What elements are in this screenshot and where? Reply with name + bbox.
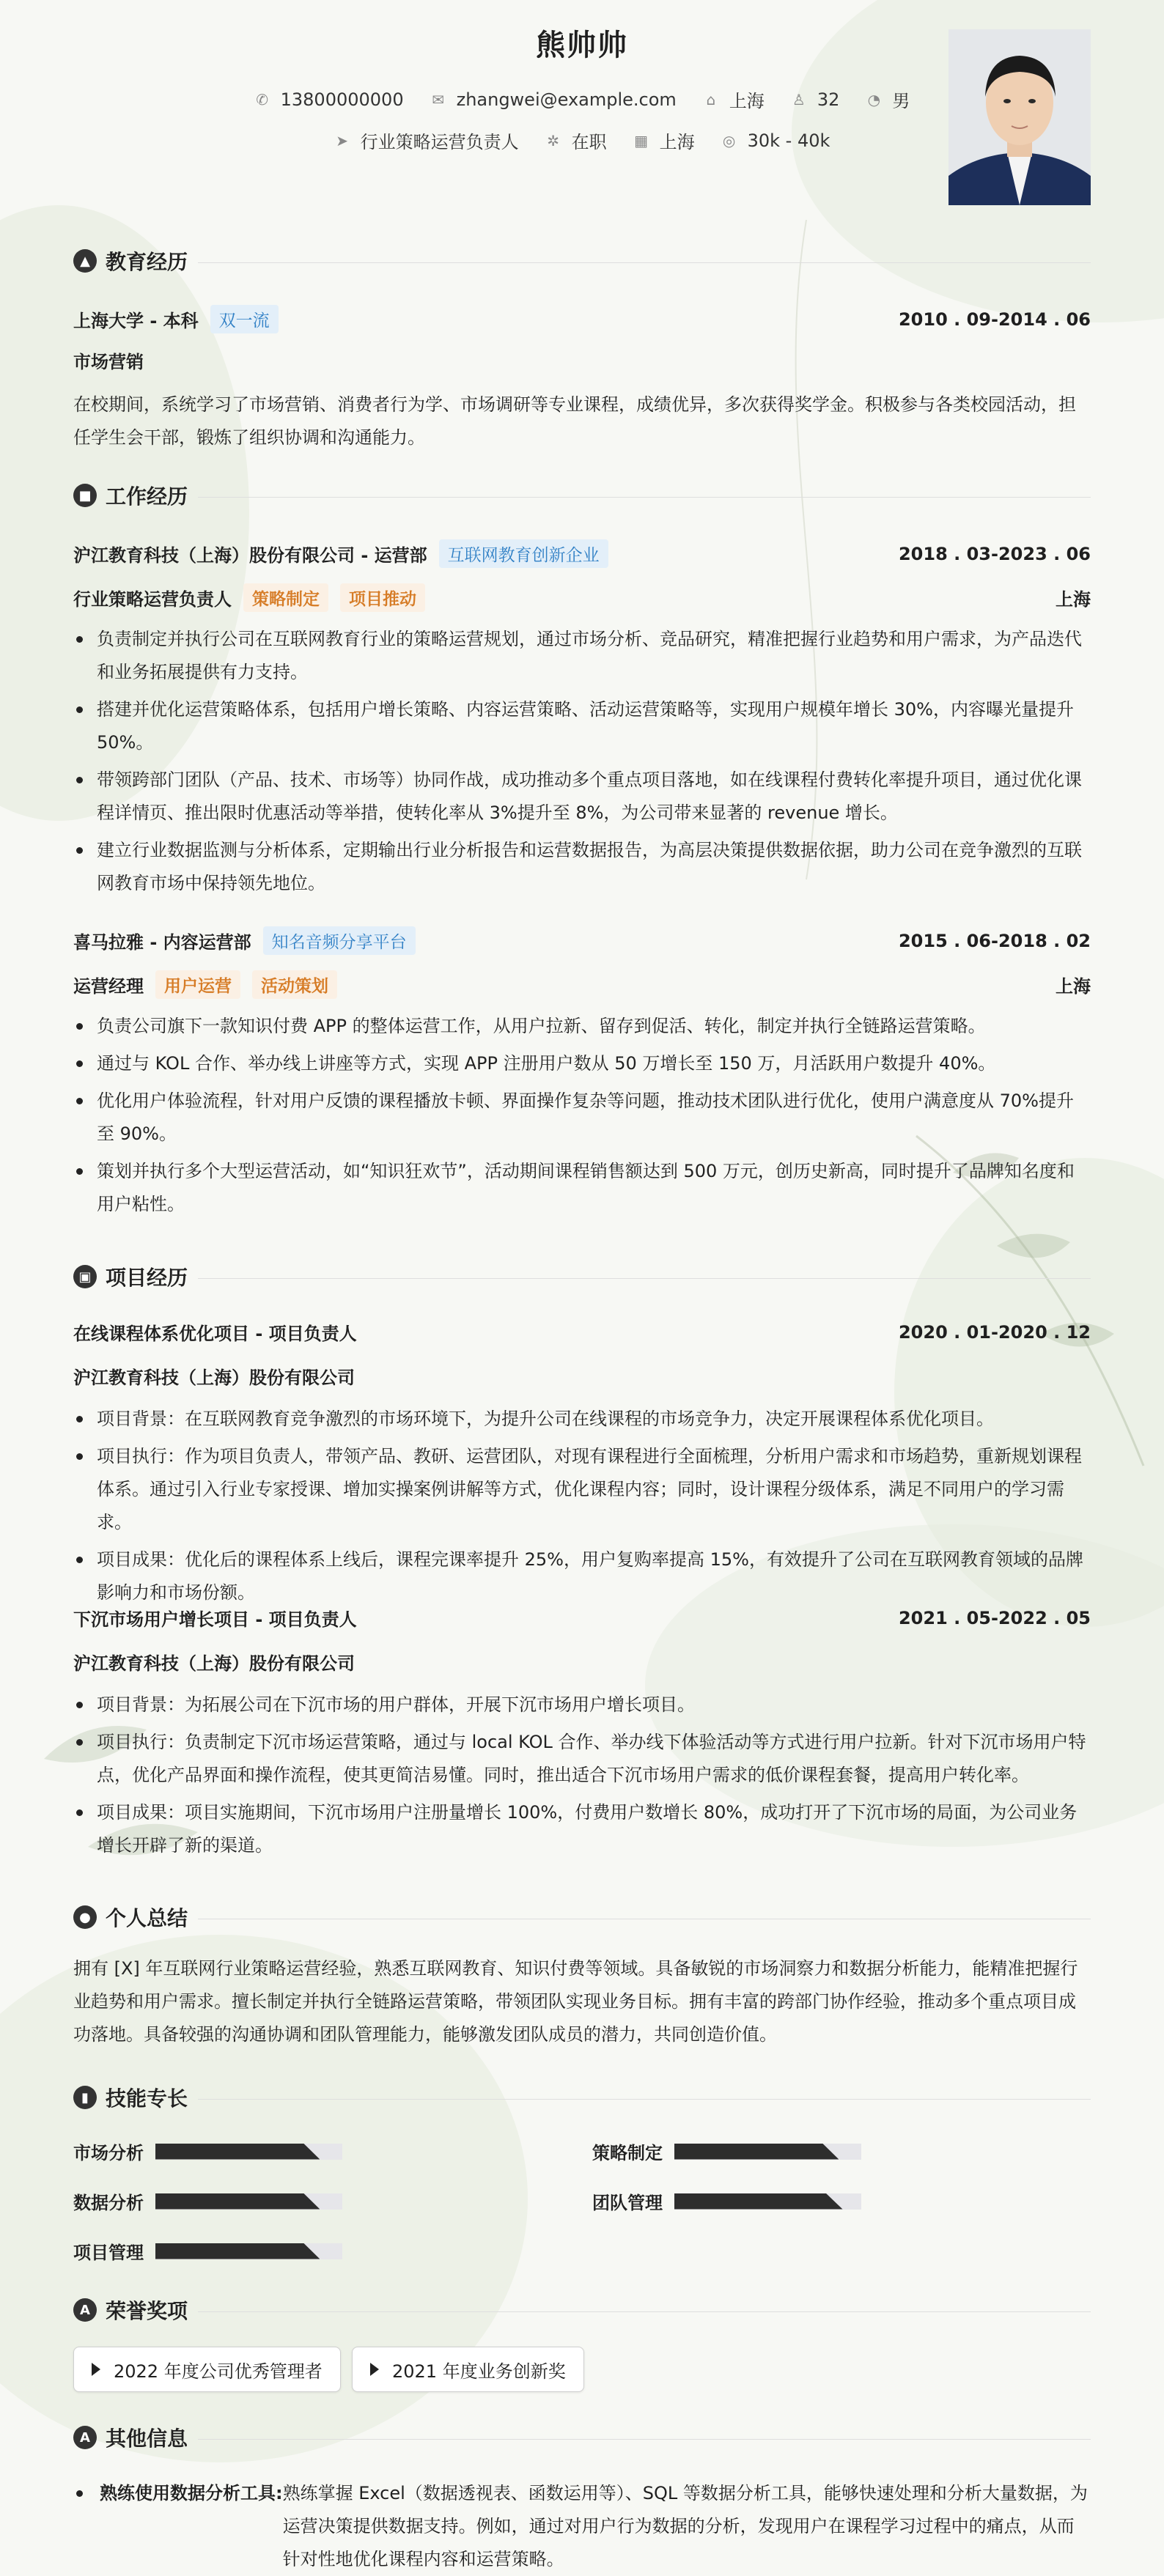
award-chip: 2021 年度业务创新奖: [352, 2347, 584, 2392]
skill-bar: [674, 2193, 861, 2210]
briefcase-icon: ■: [73, 484, 97, 507]
project-0-company-row: [73, 1363, 1091, 1389]
job-tag: 活动策划: [252, 970, 337, 999]
project-0-header: [73, 1319, 1091, 1345]
awards-section-title: A 荣誉奖项: [73, 2295, 188, 2325]
work-0-title-row: [73, 583, 1091, 612]
other-section-title: A 其他信息: [73, 2423, 188, 2452]
project-date: 2021 . 05-2022 . 05: [898, 1607, 1091, 1628]
play-icon: [370, 2363, 379, 2376]
info-icon: A: [73, 2426, 97, 2449]
skill-bar: [155, 2193, 342, 2210]
divider: [198, 2311, 1091, 2312]
project-company: 沪江教育科技（上海）股份有限公司: [73, 1653, 355, 1674]
user-icon: ●: [73, 1905, 97, 1929]
job-title: 运营经理: [73, 976, 144, 997]
intent-row: [73, 128, 1091, 153]
skill-item: 项目管理: [73, 2238, 342, 2264]
major: 市场营销: [73, 352, 144, 372]
project-name: 在线课程体系优化项目 - 项目负责人: [73, 1324, 357, 1344]
skill-bar: [155, 2144, 342, 2160]
skill-bar: [155, 2243, 342, 2259]
project-date: 2020 . 01-2020 . 12: [898, 1321, 1091, 1343]
list-item: 搭建并优化运营策略体系，包括用户增长策略、内容运营策略、活动运营策略等，实现用户规模年增长 30%，内容曝光量提升 50%。: [73, 693, 1091, 759]
work-date: 2015 . 06-2018 . 02: [898, 930, 1091, 951]
email: zhangwei@example.com: [456, 89, 677, 110]
phone: 13800000000: [280, 89, 404, 110]
list-item: 带领跨部门团队（产品、技术、市场等）协同作战，成功推动多个重点项目落地，如在线课程付费转化率提升项目，通过优化课程详情页、推出限时优惠活动等举措，使转化率从 3%提升至 8%，为公司带来显著的 revenue 增长。: [73, 764, 1091, 830]
mail-icon: ✉: [432, 90, 444, 108]
list-item: 项目执行：作为项目负责人，带领产品、教研、运营团队，对现有课程进行全面梳理，分析用户需求和市场趋势，重新规划课程体系。通过引入行业专家授课、增加实操案例讲解等方式，优化课程内容；同时，设计课程分级体系，满足不同用户的学习需求。: [73, 1440, 1091, 1539]
chart-icon: ▮: [73, 2086, 97, 2109]
skill-item: 数据分析: [73, 2188, 342, 2214]
job-tag: 用户运营: [155, 970, 240, 999]
list-item: 项目成果：项目实施期间，下沉市场用户注册量增长 100%，付费用户数增长 80%，成功打开了下沉市场的局面，为公司业务增长开辟了新的渠道。: [73, 1796, 1091, 1862]
divider: [198, 2099, 1091, 2100]
job-city: 上海: [1056, 589, 1091, 610]
send-icon: ➤: [336, 131, 348, 150]
divider: [198, 2439, 1091, 2440]
divider: [198, 262, 1091, 263]
salary-icon: ◎: [722, 131, 736, 150]
work-0-bullets: [73, 623, 1091, 904]
gender: 男: [892, 91, 910, 111]
job-tag: 策略制定: [243, 583, 328, 612]
list-item: 项目背景：为拓展公司在下沉市场的用户群体，开展下沉市场用户增长项目。: [73, 1689, 1091, 1721]
list-item: 策划并执行多个大型运营活动，如“知识狂欢节”，活动期间课程销售额达到 500 万元，创历史新高，同时提升了品牌知名度和用户粘性。: [73, 1155, 1091, 1221]
city: 上海: [729, 91, 765, 111]
play-icon: [92, 2363, 100, 2376]
school-tag: 双一流: [210, 305, 279, 333]
divider: [198, 497, 1091, 498]
school: 上海大学 - 本科: [73, 311, 199, 331]
education-header: [73, 305, 1091, 333]
building-icon: ▦: [634, 131, 649, 150]
list-item: 通过与 KOL 合作、举办线上讲座等方式，实现 APP 注册用户数从 50 万增长至 150 万，月活跃用户数提升 40%。: [73, 1047, 1091, 1080]
list-item: 项目执行：负责制定下沉市场运营策略，通过与 local KOL 合作、举办线下体验活动等方式进行用户拉新。针对下沉市场用户特点，优化产品界面和操作流程，使其更简洁易懂。同时，推出适合下沉市场用户需求的低价课程套餐，提高用户转化率。: [73, 1726, 1091, 1792]
project-1-header: [73, 1605, 1091, 1631]
skill-item: 团队管理: [592, 2188, 861, 2214]
company: 喜马拉雅 - 内容运营部: [73, 932, 251, 953]
summary-section-title: ● 个人总结: [73, 1903, 188, 1932]
other-key: 熟练使用数据分析工具:: [100, 2483, 283, 2503]
work-0-header: [73, 539, 1091, 568]
skills-section-title: ▮ 技能专长: [73, 2083, 188, 2112]
company: 沪江教育科技（上海）股份有限公司 - 运营部: [73, 545, 427, 566]
contact-row: [73, 86, 1091, 112]
skill-bar: [674, 2144, 861, 2160]
age: 32: [817, 89, 840, 110]
list-item: 优化用户体验流程，针对用户反馈的课程播放卡顿、界面操作复杂等问题，推动技术团队进行优化，使用户满意度从 70%提升至 90%。: [73, 1085, 1091, 1151]
award-chip: 2022 年度公司优秀管理者: [73, 2347, 341, 2392]
intent-city: 上海: [659, 132, 695, 152]
list-item: 负责公司旗下一款知识付费 APP 的整体运营工作，从用户拉新、留存到促活、转化，制定并执行全链路运营策略。: [73, 1010, 1091, 1043]
candidate-name: 熊帅帅: [536, 29, 628, 62]
job-city: 上海: [1056, 976, 1091, 997]
work-section-title: ■ 工作经历: [73, 481, 188, 510]
list-item: 负责制定并执行公司在互联网教育行业的策略运营规划，通过市场分析、竞品研究，精准把握行业趋势和用户需求，为产品迭代和业务拓展提供有力支持。: [73, 623, 1091, 689]
age-icon: ♙: [792, 90, 806, 108]
divider: [198, 1278, 1091, 1279]
education-date: 2010 . 09-2014 . 06: [898, 309, 1091, 330]
list-item: 项目背景：在互联网教育竞争激烈的市场环境下，为提升公司在线课程的市场竞争力，决定开展课程体系优化项目。: [73, 1403, 1091, 1436]
other-value: 熟练掌握 Excel（数据透视表、函数运用等）、SQL 等数据分析工具，能够快速处理和分析大量数据，为运营决策提供数据支持。例如，通过对用户行为数据的分析，发现用户在课程学习过程中的痛点，从而针对性地优化课程内容和运营策略。: [282, 2483, 1088, 2569]
work-1-header: [73, 926, 1091, 955]
education-section-title: ▲ 教育经历: [73, 246, 188, 276]
list-item: 建立行业数据监测与分析体系，定期输出行业分析报告和运营数据报告，为高层决策提供数据依据，助力公司在竞争激烈的互联网教育市场中保持领先地位。: [73, 834, 1091, 900]
home-icon: ⌂: [706, 90, 716, 108]
status-icon: ✲: [547, 131, 559, 150]
work-date: 2018 . 03-2023 . 06: [898, 543, 1091, 564]
project-section-title: ▣ 项目经历: [73, 1262, 188, 1291]
grid-icon: ▣: [73, 1265, 97, 1288]
list-item: 项目成果：优化后的课程体系上线后，课程完课率提升 25%，用户复购率提高 15%，有效提升了公司在互联网教育领域的品牌影响力和市场份额。: [73, 1543, 1091, 1609]
avatar-photo: [948, 29, 1091, 205]
project-1-company-row: [73, 1649, 1091, 1675]
work-1-bullets: [73, 1010, 1091, 1225]
phone-icon: ✆: [256, 90, 268, 108]
skill-item: 策略制定: [592, 2138, 861, 2164]
award-icon: A: [73, 2298, 97, 2322]
gender-icon: ◔: [867, 90, 881, 108]
other-item: [73, 2477, 1091, 2576]
project-0-bullets: [73, 1403, 1091, 1614]
salary: 30k - 40k: [747, 130, 830, 151]
education-desc: 在校期间，系统学习了市场营销、消费者行为学、市场调研等专业课程，成绩优异，多次获得奖学金。积极参与各类校园活动，担任学生会干部，锻炼了组织协调和沟通能力。: [73, 394, 1076, 448]
major-row: [73, 347, 1091, 373]
work-1-title-row: [73, 970, 1091, 999]
project-company: 沪江教育科技（上海）股份有限公司: [73, 1368, 355, 1388]
project-name: 下沉市场用户增长项目 - 项目负责人: [73, 1609, 357, 1630]
intent-position: 行业策略运营负责人: [360, 132, 519, 152]
project-1-bullets: [73, 1689, 1091, 1867]
job-title: 行业策略运营负责人: [73, 589, 232, 610]
status: 在职: [571, 132, 607, 152]
company-tag: 互联网教育创新企业: [439, 539, 608, 568]
skill-item: 市场分析: [73, 2138, 342, 2164]
job-tag: 项目推动: [340, 583, 425, 612]
graduation-cap-icon: ▲: [73, 249, 97, 273]
company-tag: 知名音频分享平台: [263, 926, 416, 955]
summary-text: 拥有 [X] 年互联网行业策略运营经验，熟悉互联网教育、知识付费等领域。具备敏锐的市场洞察力和数据分析能力，能精准把握行业趋势和用户需求。擅长制定并执行全链路运营策略，带领团队实现业务目标。拥有丰富的跨部门协作经验，推动多个重点项目成功落地。具备较强的沟通协调和团队管理能力，能够激发团队成员的潜力，共同创造价值。: [73, 1958, 1078, 2045]
